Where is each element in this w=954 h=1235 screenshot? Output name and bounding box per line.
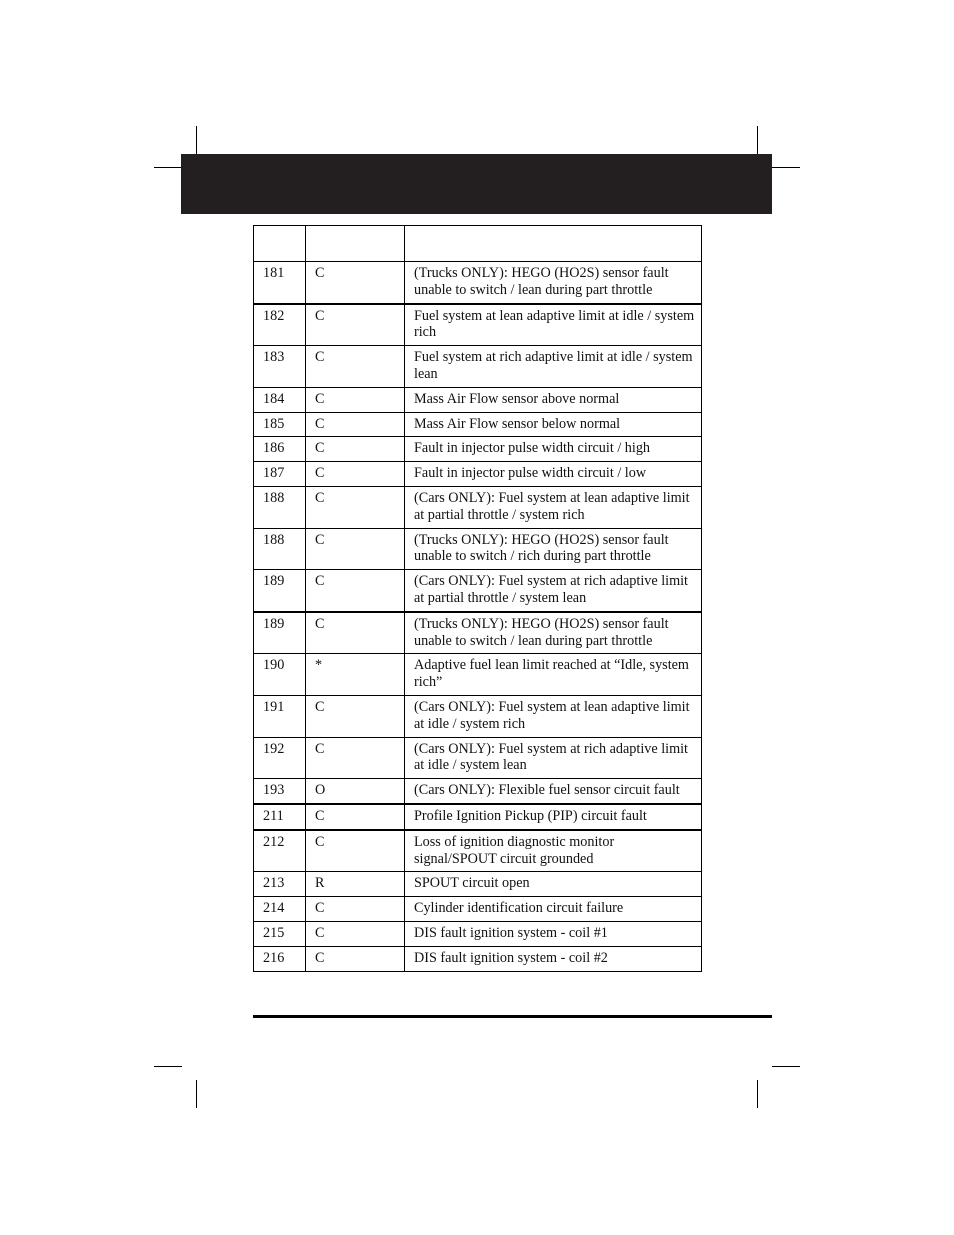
table-row (254, 897, 702, 922)
description-cell: Fuel system at rich adaptive limit at idle / system lean (405, 346, 702, 388)
code-cell: 211 (254, 804, 306, 830)
type-cell: C (306, 946, 405, 971)
type-cell: C (306, 737, 405, 779)
code-cell: 188 (254, 486, 306, 528)
code-cell: 187 (254, 462, 306, 487)
description-cell: (Cars ONLY): Fuel system at lean adaptive limit at idle / system rich (405, 695, 702, 737)
table-row (254, 262, 702, 304)
table-row (254, 528, 702, 570)
code-cell: 214 (254, 897, 306, 922)
description-cell: Fuel system at lean adaptive limit at idle / system rich (405, 304, 702, 346)
type-cell: C (306, 612, 405, 654)
description-cell: (Cars ONLY): Fuel system at lean adaptive limit at partial throttle / system rich (405, 486, 702, 528)
crop-mark-top-left-vertical (196, 126, 197, 154)
table-row (254, 946, 702, 971)
description-cell: Profile Ignition Pickup (PIP) circuit fault (405, 804, 702, 830)
description-cell: Fault in injector pulse width circuit / high (405, 437, 702, 462)
description-cell: Adaptive fuel lean limit reached at “Idle, system rich” (405, 654, 702, 696)
description-cell: Mass Air Flow sensor below normal (405, 412, 702, 437)
type-cell: O (306, 779, 405, 804)
code-column-header (254, 226, 306, 262)
description-cell: DIS fault ignition system - coil #2 (405, 946, 702, 971)
description-cell: Fault in injector pulse width circuit / low (405, 462, 702, 487)
table-row (254, 346, 702, 388)
table-row (254, 654, 702, 696)
type-cell: C (306, 921, 405, 946)
table-row (254, 437, 702, 462)
type-cell: C (306, 462, 405, 487)
description-cell: (Trucks ONLY): HEGO (HO2S) sensor fault unable to switch / rich during part throttle (405, 528, 702, 570)
code-cell: 213 (254, 872, 306, 897)
code-cell: 189 (254, 612, 306, 654)
description-cell: (Trucks ONLY): HEGO (HO2S) sensor fault unable to switch / lean during part throttle (405, 262, 702, 304)
crop-mark-bottom-right-horizontal (772, 1066, 800, 1067)
header-bar (181, 154, 772, 214)
type-cell: C (306, 486, 405, 528)
description-cell: Mass Air Flow sensor above normal (405, 387, 702, 412)
type-cell: C (306, 412, 405, 437)
table-header-row (254, 226, 702, 262)
code-cell: 189 (254, 570, 306, 612)
code-cell: 186 (254, 437, 306, 462)
table-row (254, 486, 702, 528)
crop-mark-top-left-horizontal (154, 167, 181, 168)
trouble-code-table (253, 225, 702, 972)
crop-mark-bottom-left-horizontal (154, 1066, 182, 1067)
description-cell: SPOUT circuit open (405, 872, 702, 897)
code-cell: 191 (254, 695, 306, 737)
table-row (254, 779, 702, 804)
description-cell: (Cars ONLY): Fuel system at rich adaptive limit at idle / system lean (405, 737, 702, 779)
table-row (254, 737, 702, 779)
table-row (254, 612, 702, 654)
code-cell: 188 (254, 528, 306, 570)
table-row (254, 830, 702, 872)
code-cell: 212 (254, 830, 306, 872)
description-cell: Cylinder identification circuit failure (405, 897, 702, 922)
type-cell: C (306, 304, 405, 346)
type-cell: C (306, 528, 405, 570)
code-cell: 184 (254, 387, 306, 412)
type-cell: C (306, 346, 405, 388)
table-row (254, 387, 702, 412)
code-cell: 185 (254, 412, 306, 437)
type-cell: C (306, 262, 405, 304)
code-cell: 215 (254, 921, 306, 946)
crop-mark-top-right-horizontal (772, 167, 800, 168)
type-cell: * (306, 654, 405, 696)
description-cell: (Trucks ONLY): HEGO (HO2S) sensor fault unable to switch / lean during part throttle (405, 612, 702, 654)
table-row (254, 570, 702, 612)
type-cell: R (306, 872, 405, 897)
description-cell: (Cars ONLY): Fuel system at rich adaptive limit at partial throttle / system lean (405, 570, 702, 612)
type-cell: C (306, 830, 405, 872)
description-column-header (405, 226, 702, 262)
table-row (254, 412, 702, 437)
type-cell: C (306, 570, 405, 612)
table-row (254, 304, 702, 346)
type-cell: C (306, 387, 405, 412)
table-row (254, 695, 702, 737)
crop-mark-bottom-left-vertical (196, 1080, 197, 1108)
code-cell: 192 (254, 737, 306, 779)
table-row (254, 872, 702, 897)
code-cell: 190 (254, 654, 306, 696)
description-cell: DIS fault ignition system - coil #1 (405, 921, 702, 946)
table-row (254, 804, 702, 830)
type-cell: C (306, 897, 405, 922)
code-cell: 193 (254, 779, 306, 804)
code-cell: 216 (254, 946, 306, 971)
type-cell: C (306, 804, 405, 830)
table-row (254, 921, 702, 946)
code-cell: 181 (254, 262, 306, 304)
crop-mark-top-right-vertical (757, 126, 758, 154)
description-cell: (Cars ONLY): Flexible fuel sensor circuit fault (405, 779, 702, 804)
footer-rule (253, 1015, 772, 1018)
type-column-header (306, 226, 405, 262)
code-cell: 182 (254, 304, 306, 346)
type-cell: C (306, 437, 405, 462)
crop-mark-bottom-right-vertical (757, 1080, 758, 1108)
description-cell: Loss of ignition diagnostic monitor signal/SPOUT circuit grounded (405, 830, 702, 872)
type-cell: C (306, 695, 405, 737)
code-cell: 183 (254, 346, 306, 388)
table-row (254, 462, 702, 487)
